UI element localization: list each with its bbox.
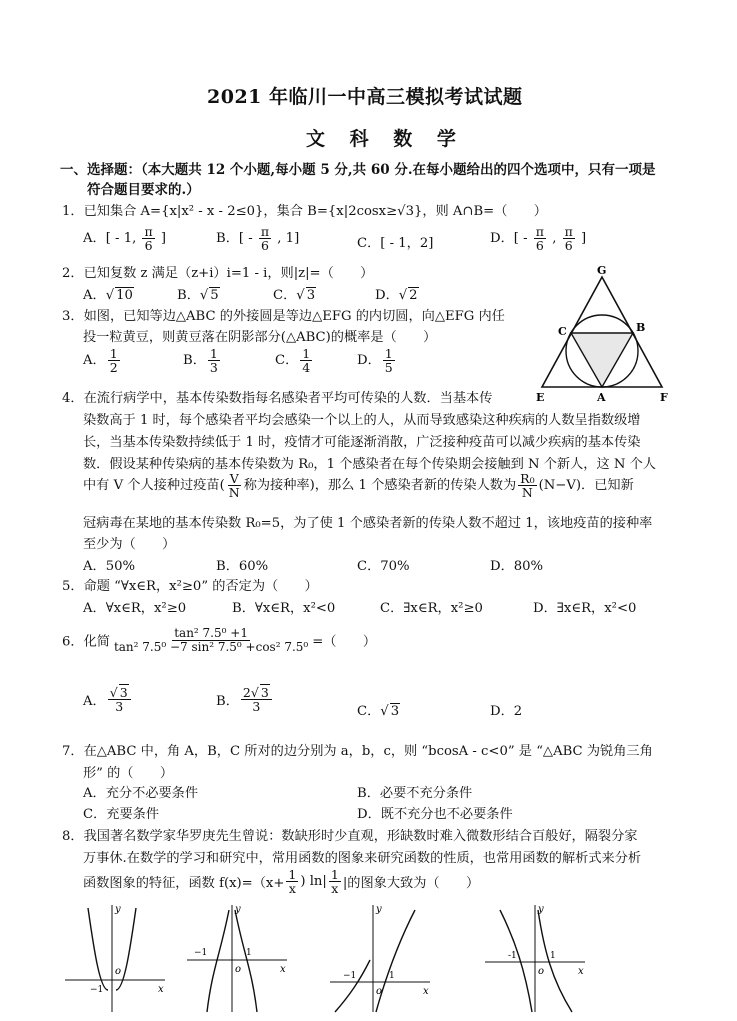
y-label: y — [115, 904, 121, 915]
q3-stem: 3．如图，已知等边△ABC 的外接圆是等边△EFG 的内切圆，向△EFG 内任 — [62, 309, 505, 324]
tick-neg1: -1 — [508, 951, 517, 961]
tick-neg1: −1 — [343, 971, 357, 981]
q2-option-a: A．√ 10 — [83, 288, 133, 303]
q3-option-b: B． $\frac{1}{3}$ — [183, 346, 218, 376]
q6-option-a: A． $\frac{√ 3}{3}$ — [83, 686, 133, 713]
q8-graph-d — [480, 900, 590, 1015]
q4-line4: 数．假设某种传染病的基本传染数为 R₀，1 个感染者在每个传染期会接触到 N 个新人，这 N 个人 — [83, 457, 656, 472]
origin-label: o — [115, 966, 122, 977]
q1-option-a: A．[ - 1, $\frac{\pi}{6}$ ] — [83, 224, 167, 254]
q5-stem: 5．命题 “∀x∈R，x²≥0” 的否定为（ ） — [62, 579, 318, 594]
label-a: A — [597, 391, 606, 402]
q2-option-b: B．√ 5 — [177, 288, 219, 303]
q1-option-d: D．[ - $\frac{\pi}{6}$ , $\frac{\pi}{6}$ ] — [490, 224, 587, 254]
q1-option-b: B．[ - $\frac{\pi}{6}$ , 1] — [216, 224, 300, 254]
q4-line2: 染数高于 1 时，每个感染者平均会感染一个以上的人，从而导致感染这种疾病的人数呈指数级增 — [83, 413, 641, 428]
q2-option-d: D．√ 2 — [375, 288, 418, 303]
q3-option-d: D． $\frac{1}{5}$ — [357, 346, 393, 376]
tick-neg1: −1 — [90, 985, 104, 995]
tick-1: 1 — [550, 951, 556, 961]
q7-line2: 形” 的（ ） — [83, 766, 174, 781]
q3-option-a: A． $\frac{1}{2}$ — [83, 346, 118, 376]
q8-line3: 函数图象的特征，函数 f(x)=（x+ $\frac{1}{x}$ ) ln| $\frac{1}{x}$ |的图象大致为（ ） — [83, 867, 480, 897]
label-f: F — [660, 391, 668, 402]
q6-option-c: C．√ 3 — [357, 704, 400, 719]
origin-label: o — [538, 966, 545, 977]
q4-option-a: A．50% — [83, 559, 136, 574]
x-label: x — [280, 964, 286, 975]
q7-option-d: D．既不充分也不必要条件 — [357, 807, 513, 822]
q3-stem-line2: 投一粒黄豆，则黄豆落在阴影部分(△ABC)的概率是（ ） — [83, 330, 437, 345]
origin-label: o — [235, 964, 242, 975]
y-label: y — [538, 904, 544, 915]
q5-option-a: A．∀x∈R，x²≥0 — [83, 601, 187, 616]
q4-line3: 长，当基本传染数持续低于 1 时，疫情才可能逐渐消散，广泛接种疫苗可以减少疾病的基本传染 — [83, 435, 641, 450]
paper-title: 2021 年临川一中高三模拟考试试题 — [207, 86, 523, 108]
q4-line7: 至少为（ ） — [83, 537, 176, 552]
x-label: x — [423, 986, 429, 997]
q4-line6: 冠病毒在某地的基本传染数 R₀=5，为了使 1 个感染者新的传染人数不超过 1，该地疫苗的接种率 — [83, 516, 653, 531]
q5-option-b: B．∀x∈R，x²<0 — [232, 601, 336, 616]
section-heading: 一、选择题：（本大题共 12 个小题,每小题 5 分,共 60 分.在每小题给出的四个选项中，只有一项是 — [60, 162, 656, 178]
q8-graph-c — [325, 900, 435, 1015]
x-label: x — [578, 966, 584, 977]
tick-1: 1 — [246, 948, 252, 958]
label-c: C — [558, 325, 567, 338]
q6-option-d: D．2 — [490, 704, 523, 719]
q5-option-d: D．∃x∈R，x²<0 — [533, 601, 637, 616]
tick-1: 1 — [389, 971, 395, 981]
tick-neg1: −1 — [194, 948, 208, 958]
curve — [500, 910, 572, 1012]
q8-graph-b — [182, 900, 292, 1015]
q8-line2: 万事休.在数学的学习和研究中，常用函数的图象来研究函数的性质，也常用函数的解析式来分析 — [83, 851, 642, 866]
q3-option-c: C． $\frac{1}{4}$ — [275, 346, 311, 376]
q4-line1: 4．在流行病学中，基本传染数指每名感染者平均可传染的人数．当基本传 — [62, 391, 493, 406]
y-label: y — [235, 904, 241, 915]
q7-option-a: A．充分不必要条件 — [83, 786, 199, 801]
q3-triangle-figure — [530, 262, 680, 402]
q1-option-c: C．[ - 1，2] — [357, 236, 434, 251]
origin-label: o — [376, 986, 383, 997]
q2-option-c: C．√ 3 — [273, 288, 316, 303]
q6-stem: 6．化简 $\frac{\text{tan² 7.5⁰ +1}}{\text{tan² 7.5⁰ −7 sin² 7.5⁰ +cos² 7.5⁰}}$ =（ ） — [62, 626, 377, 654]
label-b: B — [636, 321, 646, 334]
section-heading-line2: 符合题目要求的.） — [87, 182, 200, 198]
q4-line5: 中有 V 个人接种过疫苗( $\frac{V}{N}$ 称为接种率)，那么 1 个感染者新的传染人数为 $\frac{\text{R₀}}{N}$ (N−V)．已知新 — [83, 471, 634, 501]
q1-stem: 1．已知集合 A={x|x² - x - 2≤0}，集合 B={x|2cosx≥√3}，则 A∩B=（ ） — [62, 204, 547, 219]
q7-option-c: C．充要条件 — [83, 807, 160, 822]
x-label: x — [158, 984, 164, 995]
q5-option-c: C．∃x∈R，x²≥0 — [380, 601, 483, 616]
q8-graph-a — [60, 900, 170, 1015]
q8-line1: 8．我国著名数学家华罗庚先生曾说：数缺形时少直观，形缺数时难入微数形结合百般好，隔裂分家 — [62, 829, 638, 844]
q2-stem: 2．已知复数 z 满足（z+i）i=1 - i，则|z|=（ ） — [62, 266, 374, 281]
label-g: G — [597, 264, 607, 277]
q4-option-b: B．60% — [216, 559, 269, 574]
q7-line1: 7．在△ABC 中，角 A，B，C 所对的边分别为 a，b，c，则 “bcosA - c<0” 是 “△ABC 为锐角三角 — [62, 744, 653, 759]
q4-option-c: C．70% — [357, 559, 410, 574]
q6-option-b: B． $\frac{2√ 3}{3}$ — [216, 686, 274, 713]
q7-option-b: B．必要不充分条件 — [357, 786, 473, 801]
label-e: E — [536, 391, 545, 402]
q4-option-d: D．80% — [490, 559, 544, 574]
y-label: y — [376, 904, 382, 915]
paper-subtitle: 文 科 数 学 — [306, 128, 465, 150]
curve — [335, 910, 415, 1012]
